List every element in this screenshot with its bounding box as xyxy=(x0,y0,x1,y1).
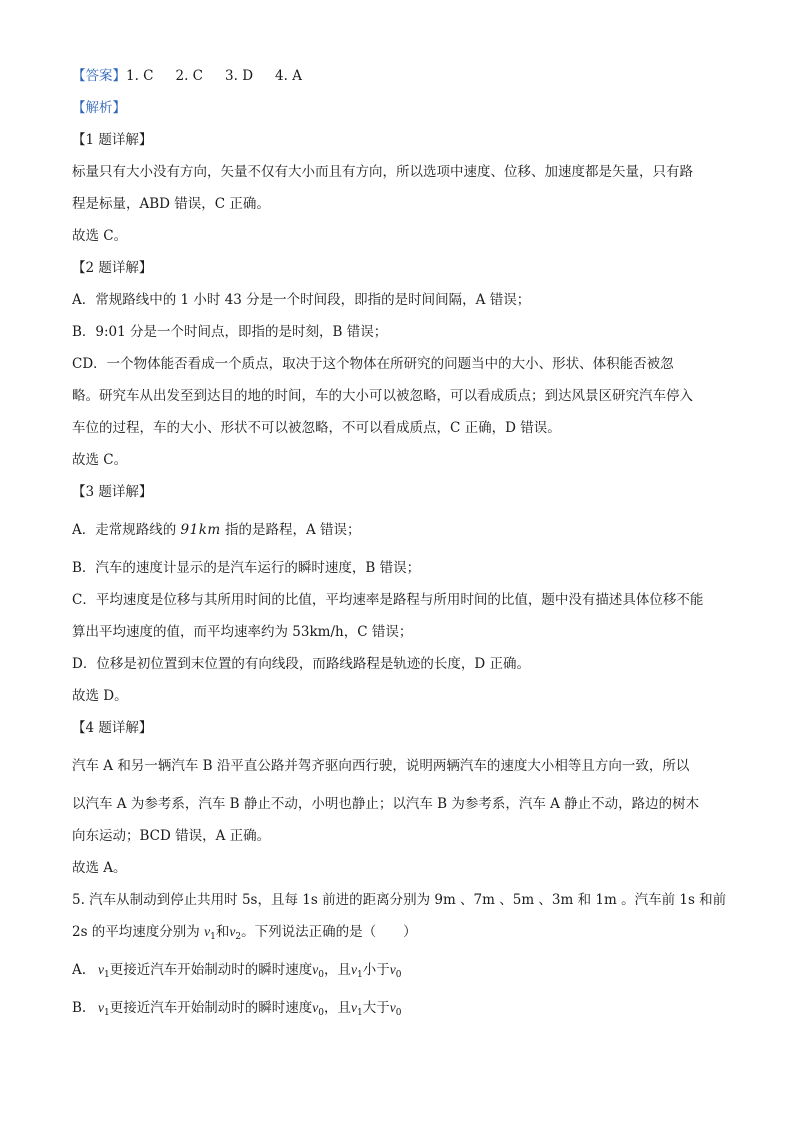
document-page xyxy=(72,60,732,1024)
distance-value: 91km xyxy=(180,522,221,538)
subscript: 0 xyxy=(318,1008,324,1018)
var-v: v xyxy=(389,962,396,977)
q2-title: 【2 题详解】 xyxy=(72,260,153,276)
subscript: 0 xyxy=(395,970,402,980)
option-text: 更接近汽车开始制动时的瞬时速度 xyxy=(109,962,313,978)
var-v: v xyxy=(312,962,319,977)
q3-option-b: B．汽车的速度计显示的是汽车运行的瞬时速度，B 错误； xyxy=(72,560,421,576)
q1-text-line: 标量只有大小没有方向，矢量不仅有大小而且有方向，所以选项中速度、位移、加速度都是矢量，只有路 xyxy=(72,164,693,180)
q2-option-cd: 车位的过程，车的大小、形状不可以被忽略，不可以看成质点，C 正确，D 错误。 xyxy=(72,420,561,436)
q3-option-c: C．平均速度是位移与其所用时间的比值，平均速率是路程与所用时间的比值，题中没有描述具体位移不能 xyxy=(72,592,704,608)
q1-title: 【1 题详解】 xyxy=(72,132,153,148)
q5-stem-post: 。下列说法正确的是（ ） xyxy=(241,924,417,940)
q2-option-cd: 略。研究车从出发至到达目的地的时间，车的大小可以被忽略，可以看成质点；到达风景区研究汽车停入 xyxy=(72,388,693,404)
q5-stem xyxy=(72,916,732,948)
q3-option-d: D．位移是初位置到末位置的有向线段，而路线路程是轨迹的长度，D 正确。 xyxy=(72,656,530,672)
subscript: 1 xyxy=(104,970,110,980)
var-v: v xyxy=(350,962,357,977)
answer-item: 4. A xyxy=(275,68,302,84)
var-v: v xyxy=(312,1000,319,1015)
var-v: v xyxy=(229,924,236,939)
option-letter: B. xyxy=(72,1000,87,1016)
q3-option-a xyxy=(72,514,732,546)
q2-option-a: A．常规路线中的 1 小时 43 分是一个时间段，即指的是时间间隔，A 错误； xyxy=(72,292,531,308)
q2-conclusion: 故选 C。 xyxy=(72,452,128,468)
q5-option-b xyxy=(72,992,732,1024)
analysis-heading xyxy=(72,92,732,124)
option-text: 更接近汽车开始制动时的瞬时速度 xyxy=(109,1000,313,1016)
option-letter: A. xyxy=(72,962,87,978)
subscript: 1 xyxy=(356,970,363,980)
q3-option-c: 算出平均速度的值，而平均速率约为 53km/h，C 错误； xyxy=(72,624,413,640)
q5-stem: 5. 汽车从制动到停止共用时 5s，且每 1s 前进的距离分别为 9m 、7m 、5m 、3m 和 1m 。汽车前 1s 和前 xyxy=(72,892,727,908)
answer-item: 1. C xyxy=(126,68,154,84)
q3-title: 【3 题详解】 xyxy=(72,484,153,500)
option-text: 大于 xyxy=(362,1000,390,1016)
q4-title: 【4 题详解】 xyxy=(72,720,153,736)
var-v: v xyxy=(204,924,211,939)
q4-text-line: 向东运动；BCD 错误，A 正确。 xyxy=(72,828,271,844)
analysis-tag: 【解析】 xyxy=(72,100,126,116)
answer-item: 2. C xyxy=(175,68,204,84)
subscript: 0 xyxy=(395,1008,402,1018)
option-text: ，且 xyxy=(323,962,351,978)
q1-text-line: 程是标量，ABD 错误，C 正确。 xyxy=(72,196,270,212)
q4-text-line: 以汽车 A 为参考系，汽车 B 静止不动，小明也静止；以汽车 B 为参考系，汽车 A 静止不动，路边的树木 xyxy=(72,796,700,812)
q4-text-line: 汽车 A 和另一辆汽车 B 沿平直公路并驾齐驱向西行驶，说明两辆汽车的速度大小相等且方向一致，所以 xyxy=(72,758,690,774)
var-v: v xyxy=(389,1000,396,1015)
subscript: 2 xyxy=(235,932,242,942)
q1-conclusion: 故选 C。 xyxy=(72,228,128,244)
option-text: 小于 xyxy=(362,962,390,978)
answer-line xyxy=(72,60,732,92)
q3-conclusion: 故选 D。 xyxy=(72,688,128,704)
q2-option-b: B．9:01 分是一个时间点，即指的是时刻，B 错误； xyxy=(72,324,388,340)
q5-and: 和 xyxy=(215,924,230,940)
answer-item: 3. D xyxy=(225,68,254,84)
option-text: ，且 xyxy=(323,1000,351,1016)
q3-option-a-pre: A．走常规路线的 xyxy=(72,522,181,538)
q2-option-cd: CD．一个物体能否看成一个质点，取决于这个物体在所研究的问题当中的大小、形状、体积能否被忽 xyxy=(72,356,674,372)
q5-option-a xyxy=(72,954,732,986)
var-v: v xyxy=(98,1000,104,1015)
var-v: v xyxy=(98,962,104,977)
subscript: 1 xyxy=(104,1008,110,1018)
subscript: 1 xyxy=(210,932,216,942)
q4-conclusion: 故选 A。 xyxy=(72,860,127,876)
q3-option-a-post: 指的是路程，A 错误； xyxy=(220,522,361,538)
answer-tag: 【答案】 xyxy=(72,68,126,84)
var-v: v xyxy=(350,1000,357,1015)
subscript: 1 xyxy=(356,1008,363,1018)
q5-stem-pre: 2s 的平均速度分别为 xyxy=(72,924,205,940)
subscript: 0 xyxy=(318,970,324,980)
